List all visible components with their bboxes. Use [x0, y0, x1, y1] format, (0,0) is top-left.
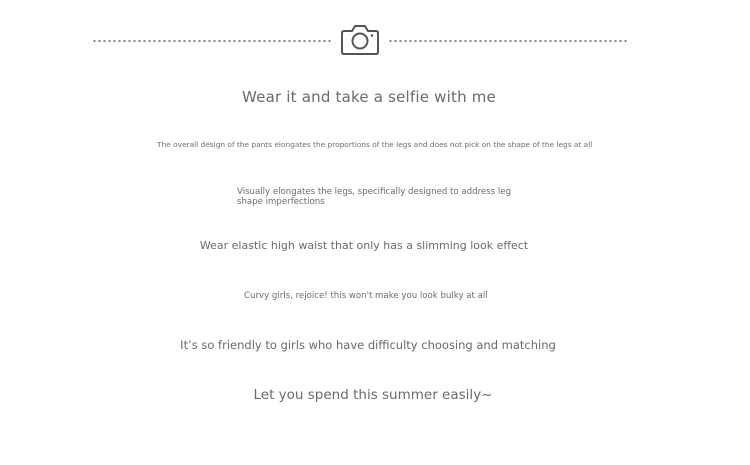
- text-summer: Let you spend this summer easily~: [253, 387, 493, 403]
- text-elongates: Visually elongates the legs, specifically designed to address leg shape imperfections: [237, 187, 512, 207]
- dotted-divider-right: [388, 39, 628, 43]
- camera-icon: [340, 22, 380, 56]
- page-title: Wear it and take a selfie with me: [242, 88, 496, 106]
- header-divider: [0, 20, 750, 60]
- dotted-divider-left: [92, 39, 332, 43]
- text-curvy: Curvy girls, rejoice! this won't make you look bulky at all: [244, 291, 488, 301]
- text-design: The overall design of the pants elongates the proportions of the legs and does not pick on the shape of the legs at all: [157, 140, 593, 149]
- text-waist: Wear elastic high waist that only has a slimming look effect: [199, 239, 529, 252]
- text-friendly: It’s so friendly to girls who have difficulty choosing and matching: [180, 338, 556, 352]
